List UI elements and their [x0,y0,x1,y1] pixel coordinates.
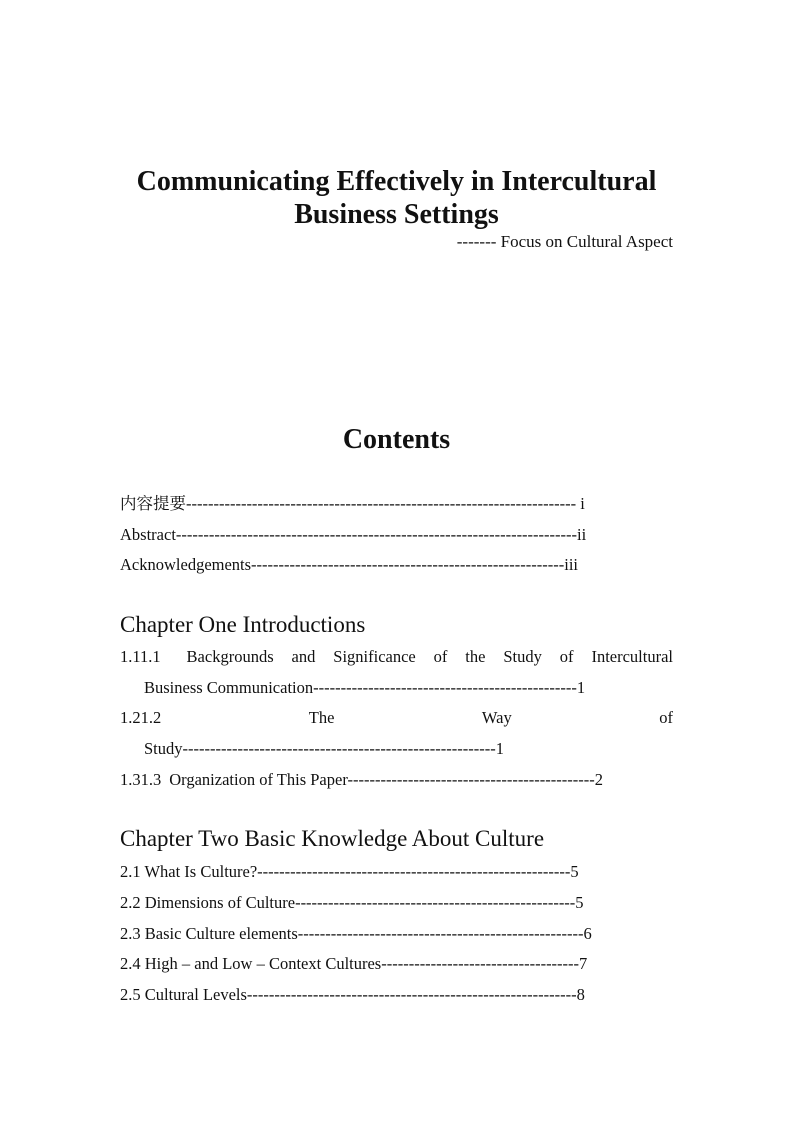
document-subtitle: ------- Focus on Cultural Aspect [456,232,673,251]
toc-entry-1-1 [120,647,673,667]
toc-word: of [659,708,673,727]
toc-entry-acknowledgements: Acknowledgements---------------------------------------------------------iii [120,555,578,574]
contents-heading: Contents [342,424,451,455]
chapter-two-title: Chapter Two Basic Knowledge About Culture [120,826,545,851]
toc-entry-2-2: 2.2 Dimensions of Culture---------------------------------------------------5 [120,893,584,912]
toc-entry-chinese-abstract: 内容提要----------------------------------------------------------------------- i [120,494,585,513]
toc-entry-1-2-continuation: Study---------------------------------------------------------1 [144,739,504,758]
toc-word: 1.21.2 [120,708,162,727]
toc-word: Study [503,647,542,666]
toc-word: Way [481,708,512,727]
toc-entry-2-4: 2.4 High – and Low – Context Cultures------------------------------------7 [120,954,588,973]
toc-entry-1-3-number: 1.31.3 [120,770,162,789]
toc-word: Backgrounds [186,647,274,666]
toc-word: of [559,647,574,666]
toc-entry-1-3-text: Organization of This Paper---------------------------------------------2 [169,770,603,789]
toc-entry-1-2 [120,708,673,728]
toc-entry-2-1: 2.1 What Is Culture?---------------------------------------------------------5 [120,862,579,881]
document-title-line-2: Business Settings [294,199,499,230]
document-title-line-1: Communicating Effectively in Intercultural [136,166,657,197]
toc-entry-1-1-continuation: Business Communication------------------------------------------------1 [144,678,586,697]
toc-word: Intercultural [591,647,673,666]
toc-entry-abstract: Abstract-------------------------------------------------------------------------ii [120,525,587,544]
chapter-one-title: Chapter One Introductions [120,612,366,637]
toc-word: of [433,647,448,666]
toc-entry-1-3 [120,770,603,790]
toc-entry-1-1-number: 1.11.1 [120,647,161,666]
toc-entry-2-3: 2.3 Basic Culture elements----------------------------------------------------6 [120,924,592,943]
toc-word: Significance [333,647,416,666]
toc-word: and [291,647,316,666]
toc-word: the [465,647,486,666]
toc-word: The [308,708,335,727]
toc-entry-2-5: 2.5 Cultural Levels------------------------------------------------------------8 [120,985,585,1004]
